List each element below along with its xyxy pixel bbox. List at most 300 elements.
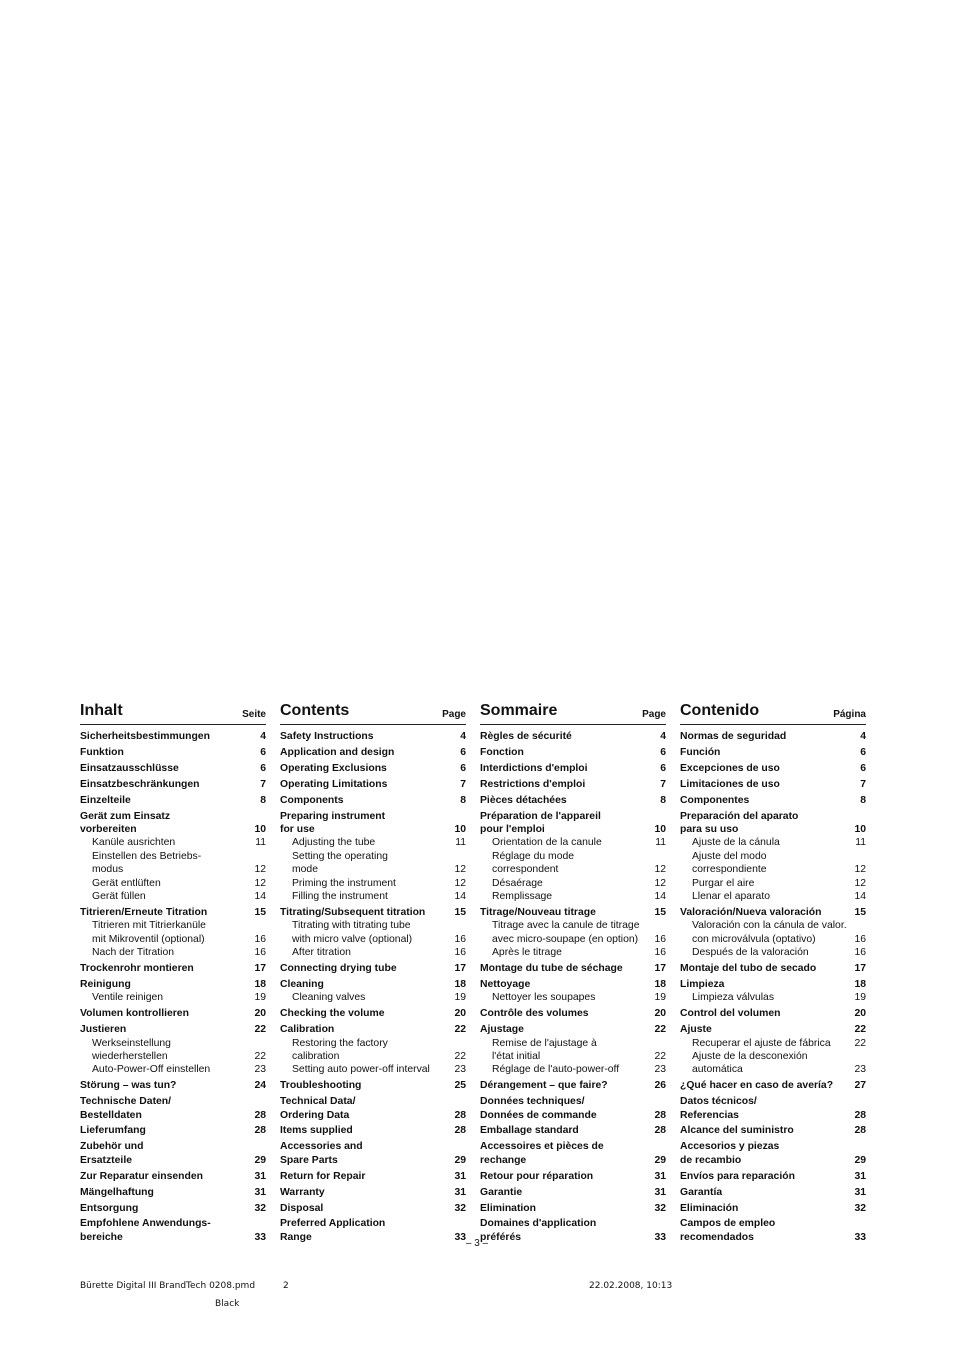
toc-entry-line [80,1170,266,1183]
toc-entry-line [80,823,266,836]
toc-entry-title: Ajuste del modo [692,850,767,862]
toc-entry-line [680,1095,866,1108]
toc-entry-title: Titrage avec la canule de titrage [492,920,640,932]
toc-entry-page: 24 [254,1080,266,1092]
toc-entry-line [80,991,266,1004]
toc-entry-page: 28 [454,1125,466,1137]
toc-entry-page: 31 [854,1186,866,1198]
toc-entry-title: Reinigung [80,978,131,990]
toc-entry-page: 28 [654,1125,666,1137]
toc-entry [280,810,466,837]
toc-entry-page: 32 [854,1202,866,1214]
toc-entry [280,919,466,946]
toc-entry-page: 29 [454,1154,466,1166]
toc-entry-line [80,762,266,775]
toc-entry-title: Eliminación [680,1202,739,1214]
toc-entry-page-spacer [452,919,466,932]
toc-entry-line [280,746,466,759]
toc-entry-line [680,1063,866,1076]
toc-entry-line [80,1140,266,1153]
toc-entry-line [80,810,266,823]
toc-entry [680,1023,866,1036]
toc-entry-page: 22 [454,1050,466,1062]
toc-entry-title: for use [280,823,315,835]
toc-entry-line [280,823,466,836]
toc-entry [80,1007,266,1020]
toc-entry-title: Referencias [680,1109,739,1121]
toc-entry-line [480,1007,666,1020]
toc-entry-line [280,1154,466,1167]
toc-entry [280,1170,466,1183]
toc-entry-page: 7 [860,778,866,790]
toc-entry-page: 6 [260,762,266,774]
toc-entry-page: 7 [660,778,666,790]
toc-entry [80,836,266,849]
page-column-label: Seite [242,709,266,720]
toc-entry [680,1124,866,1137]
toc-entry-page: 16 [254,933,266,945]
toc-entry-page: 6 [860,762,866,774]
toc-entry [480,850,666,877]
toc-entry [80,946,266,959]
toc-entry-line [280,1109,466,1122]
toc-entry-title: Remplissage [492,890,553,902]
toc-entry-line [680,991,866,1004]
toc-entry [480,794,666,807]
toc-entry-title: Setting the operating [292,850,388,862]
toc-entries [480,730,666,1244]
toc-entry-title: Application and design [280,746,395,758]
toc-entry-line [80,1095,266,1108]
toc-entry-line [80,1202,266,1215]
column-header [680,696,866,725]
toc-entry-title: Sicherheitsbestimmungen [80,731,210,742]
toc-entry-page: 19 [454,992,466,1004]
toc-entry-line [80,877,266,890]
toc-entry-page-spacer [852,1140,866,1153]
toc-entry [480,877,666,890]
page-column-label: Page [442,709,466,720]
toc-entry [680,794,866,807]
toc-entry-page: 31 [854,1170,866,1182]
toc-entry-page: 19 [854,992,866,1004]
toc-entry-line [680,810,866,823]
toc-entry-title: Werkseinstellung [92,1037,171,1049]
toc-entry [280,1037,466,1064]
toc-entry-page: 14 [654,890,666,902]
toc-entry-title: Restoring the factory [292,1037,388,1049]
toc-entry-line [280,1023,466,1036]
toc-entry-line [480,991,666,1004]
toc-entry-title: Normas de seguridad [680,731,787,742]
toc-entry [480,746,666,759]
toc-entry-page: 28 [254,1109,266,1121]
toc-entry-title: Warranty [280,1186,325,1198]
toc-entry-page: 16 [854,947,866,959]
column-title: Contenido [680,702,760,719]
toc-entry-title: Préparation de l'appareil [480,810,601,822]
toc-entry-title: Preferred Application [280,1218,386,1230]
toc-entry [480,1007,666,1020]
toc-entry-line [80,1023,266,1036]
toc-entry [480,1037,666,1064]
toc-entry-page: 28 [254,1125,266,1137]
toc-entry [80,991,266,1004]
toc-entry [280,746,466,759]
toc-entry-title: Campos de empleo [680,1218,776,1230]
toc-entry [680,1140,866,1167]
toc-entry-page: 32 [254,1202,266,1214]
toc-entry-page-spacer [252,810,266,823]
toc-entry-title: Titrage/Nouveau titrage [480,906,596,918]
toc-entry-title: Ajuste de la desconexión [692,1050,808,1062]
toc-entry-page: 17 [254,963,266,974]
toc-entry-line [280,978,466,991]
toc-entry-line [680,1079,866,1092]
toc-entry-title: Nettoyer les soupapes [492,992,596,1004]
toc-entry [680,778,866,791]
column-title: Inhalt [80,702,123,719]
toc-entry-line [680,730,866,743]
toc-entry-title: Après le titrage [492,947,562,959]
toc-entry-line [80,1217,266,1230]
toc-entry-page-spacer [852,850,866,863]
toc-entry [280,778,466,791]
toc-entry-title: Ventile reinigen [92,992,164,1004]
toc-entry-line [280,877,466,890]
toc-entry-title: Données techniques/ [480,1096,585,1108]
toc-entry-line [680,1007,866,1020]
toc-entry [280,1186,466,1199]
toc-entry-page: 31 [454,1170,466,1182]
toc-entry-title: Dérangement – que faire? [480,1080,608,1092]
toc-entry [80,890,266,903]
toc-entry-line [80,794,266,807]
toc-entry-title: Retour pour réparation [480,1170,594,1182]
toc-entry-line [480,978,666,991]
toc-entry [280,1007,466,1020]
toc-entry-page: 33 [454,1231,466,1243]
toc-entry-page: 16 [654,947,666,959]
toc-entry-page: 18 [654,978,666,990]
toc-entry-title: Función [680,746,721,758]
toc-entry-title: Spare Parts [280,1154,338,1166]
toc-column-es [680,696,866,1244]
toc-entry-page: 6 [660,762,666,774]
toc-entry-line [680,1170,866,1183]
toc-entry [480,1095,666,1122]
toc-entry-title: Alcance del suministro [680,1125,794,1137]
toc-entry-line [480,1186,666,1199]
toc-entry-line [480,946,666,959]
toc-entry-line [80,746,266,759]
toc-entry-page: 29 [654,1154,666,1166]
toc-entry-line [680,1109,866,1122]
toc-entry [680,730,866,743]
toc-entry-title: Range [280,1231,312,1243]
toc-entry-line [280,919,466,932]
toc-entry-line [280,890,466,903]
toc-entry-line [280,1007,466,1020]
toc-entry-title: Adjusting the tube [292,837,376,849]
toc-entry-title: Ajuste de la cánula [692,837,780,849]
toc-entry-page-spacer [852,1095,866,1108]
toc-entry-title: wiederherstellen [92,1050,168,1062]
toc-entry [480,762,666,775]
toc-entry [80,1202,266,1215]
toc-entry-line [280,810,466,823]
toc-entry-line [80,1037,266,1050]
toc-entry-line [680,1023,866,1036]
toc-entry-title: Nettoyage [480,978,531,990]
toc-entry [480,1186,666,1199]
toc-entry [80,877,266,890]
toc-entry-line [80,863,266,876]
toc-entry-title: Désaérage [492,877,543,889]
toc-entry-title: Ersatzteile [80,1154,132,1166]
toc-entry-page: 32 [654,1202,666,1214]
toc-entry-page: 16 [254,947,266,959]
toc-entry-page-spacer [252,1140,266,1153]
toc-entry-page: 16 [454,933,466,945]
toc-entry-line [80,933,266,946]
toc-entry-line [80,1186,266,1199]
toc-entry-title: Nach der Titration [92,947,175,959]
toc-entry-title: Données de commande [480,1109,597,1121]
toc-entry-title: with micro valve (optional) [292,933,413,945]
toc-entry-line [680,1154,866,1167]
toc-entry-title: con microválvula (optativo) [692,933,816,945]
toc-entry-title: Funktion [80,746,124,758]
toc-entry-line [480,1063,666,1076]
toc-entry-line [680,1217,866,1230]
page-number: – 3 – [465,1238,489,1249]
toc-entry-title: Montage du tube de séchage [480,963,623,974]
toc-entry-title: ¿Qué hacer en caso de avería? [680,1080,834,1092]
toc-entry-line [280,1202,466,1215]
toc-entry-page: 18 [254,978,266,990]
toc-entry [80,1095,266,1122]
toc-entry-page: 28 [654,1109,666,1121]
toc-entry [80,762,266,775]
toc-entry-page: 14 [254,890,266,902]
toc-entry [80,850,266,877]
toc-entry [680,1186,866,1199]
toc-entry-line [80,1050,266,1063]
toc-entry-title: Zubehör und [80,1141,144,1153]
toc-entry-page: 12 [854,864,866,876]
toc-entry-title: Limitaciones de uso [680,778,780,790]
toc-entry-page: 18 [454,978,466,990]
toc-entry-line [680,1140,866,1153]
toc-entry-title: Llenar el aparato [692,890,770,902]
toc-entry-page-spacer [652,1095,666,1108]
toc-entry-title: Orientation de la canule [492,837,602,849]
toc-entry-title: Operating Limitations [280,778,388,790]
toc-entry-line [680,746,866,759]
toc-entry [680,991,866,1004]
toc-entry [480,991,666,1004]
toc-entry [80,730,266,743]
toc-entry-title: bereiche [80,1231,123,1243]
toc-entry-page: 28 [854,1125,866,1137]
toc-entry [280,730,466,743]
toc-entry-title: pour l'emploi [480,823,545,835]
toc-entry-title: l'état initial [492,1050,541,1062]
toc-entry-line [280,933,466,946]
toc-entry-line [480,1037,666,1050]
toc-entry-page: 31 [254,1186,266,1198]
toc-entry-line [680,1186,866,1199]
toc-entry-line [680,933,866,946]
toc-entry-page: 26 [654,1080,666,1092]
toc-entry-title: Disposal [280,1202,324,1214]
toc-entry-line [680,823,866,836]
toc-entry-page: 15 [854,906,866,918]
toc-entry-line [480,1154,666,1167]
toc-entry-title: Garantie [480,1186,523,1198]
toc-entry [480,1023,666,1036]
toc-entry-title: Volumen kontrollieren [80,1008,189,1020]
toc-entry-page: 23 [854,1064,866,1076]
toc-entry [80,1124,266,1137]
toc-entry-title: Envíos para reparación [680,1170,795,1182]
toc-entry-page: 7 [460,778,466,790]
toc-entry [280,962,466,975]
toc-entry-line [280,1170,466,1183]
toc-entry-line [80,1124,266,1137]
toc-entry [680,836,866,849]
toc-entry-page: 11 [455,837,466,849]
toc-entry [680,1170,866,1183]
toc-entry [280,1023,466,1036]
toc-entry-title: After titration [292,947,351,959]
toc-entry [480,946,666,959]
toc-entry-page-spacer [852,919,866,932]
toc-entry [80,1079,266,1092]
toc-entry-page: 6 [460,746,466,758]
toc-entry [280,1202,466,1215]
toc-entry-page: 22 [854,1037,866,1049]
toc-entry-line [80,962,266,975]
toc-entry-page: 31 [254,1170,266,1182]
toc-entry-page: 31 [654,1186,666,1198]
toc-entry-line [480,1079,666,1092]
toc-entry [480,1170,666,1183]
toc-entry-line [480,1217,666,1230]
toc-entry-title: Control del volumen [680,1008,781,1020]
toc-entry-page-spacer [452,850,466,863]
toc-entry-title: Gerät entlüften [92,877,161,889]
toc-entry [280,836,466,849]
toc-entry-page: 22 [454,1024,466,1036]
toc-entry [680,890,866,903]
toc-entry-page: 15 [454,906,466,918]
toc-entry [480,978,666,991]
toc-entry-page: 10 [254,823,266,835]
toc-entry-page: 19 [654,992,666,1004]
toc-entry-page-spacer [252,850,266,863]
toc-entry-title: Einzelteile [80,794,131,806]
toc-entry-page: 11 [655,837,666,849]
table-of-contents [80,696,866,1244]
toc-entry-page: 6 [860,746,866,758]
toc-entry-title: Ordering Data [280,1109,350,1121]
toc-entry-page: 14 [854,890,866,902]
toc-entry-line [280,1217,466,1230]
column-title: Sommaire [480,702,558,719]
toc-entry [680,978,866,991]
toc-entry-line [280,962,466,975]
toc-entry-title: Datos técnicos/ [680,1096,757,1108]
column-header [80,696,266,725]
toc-entry-title: Safety Instructions [280,731,374,742]
toc-entry-page: 11 [855,837,866,849]
toc-entry-title: Titrating/Subsequent titration [280,906,426,918]
toc-entry-page: 8 [660,794,666,806]
toc-entry [280,1095,466,1122]
toc-entry-line [80,850,266,863]
toc-entry [480,778,666,791]
toc-entry-line [480,850,666,863]
toc-entry-line [280,1095,466,1108]
toc-entry-line [280,778,466,791]
toc-entry-page: 22 [854,1024,866,1036]
toc-entry-title: Trockenrohr montieren [80,963,194,974]
toc-entry-title: Garantía [680,1186,723,1198]
toc-entry-title: Components [280,794,344,806]
toc-entry-title: Emballage standard [480,1125,579,1137]
toc-entry-page-spacer [252,1095,266,1108]
toc-entry-page: 10 [654,823,666,835]
toc-entry-line [480,810,666,823]
toc-entry [80,1023,266,1036]
toc-entry-page: 33 [654,1231,666,1243]
toc-entry [280,906,466,919]
toc-entry [480,1202,666,1215]
toc-entry-page-spacer [452,1037,466,1050]
toc-entry-title: Connecting drying tube [280,963,397,974]
toc-entry-title: Accesorios y piezas [680,1141,780,1153]
toc-entry-line [480,762,666,775]
toc-entry-page: 18 [854,978,866,990]
toc-entry-line [480,863,666,876]
toc-entry-line [680,863,866,876]
toc-entry-page: 10 [854,823,866,835]
toc-entry-title: Titrating with titrating tube [292,920,411,932]
toc-entry-line [280,863,466,876]
toc-entry-line [80,1007,266,1020]
toc-entry-title: Componentes [680,794,750,806]
toc-entry-line [480,778,666,791]
toc-entry-page: 14 [454,890,466,902]
toc-entry-title: Purgar el aire [692,877,755,889]
toc-entry-title: Recuperar el ajuste de fábrica [692,1037,831,1049]
toc-entry-line [280,1079,466,1092]
toc-entry-title: recomendados [680,1231,754,1243]
toc-entry-line [80,890,266,903]
toc-entry [480,919,666,946]
toc-entry-title: correspondiente [692,864,767,876]
toc-entry-line [280,730,466,743]
toc-entry-title: Technical Data/ [280,1096,356,1108]
column-header [480,696,666,725]
toc-entry [680,877,866,890]
column-header [280,696,466,725]
toc-entry-line [680,794,866,807]
toc-entry-title: Réglage de l'auto-power-off [492,1064,620,1076]
toc-entry-title: Restrictions d'emploi [480,778,586,790]
